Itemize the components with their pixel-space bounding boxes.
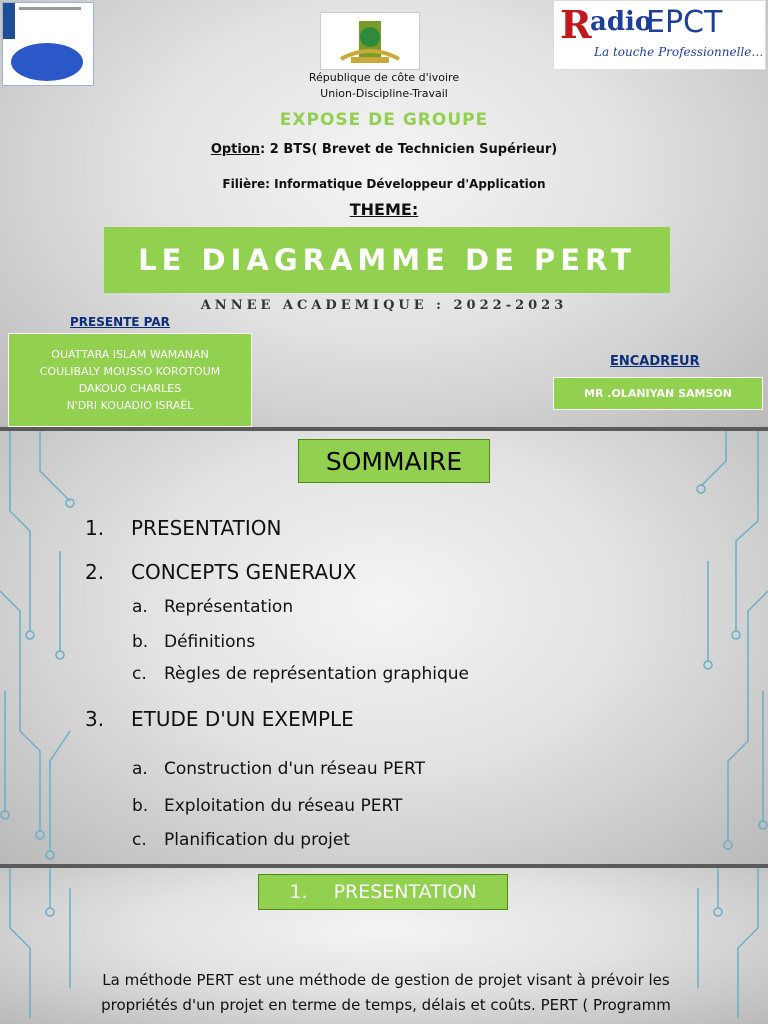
presenter-name: N'DRI KOUADIO ISRAËL (66, 399, 194, 412)
option-line (0, 142, 768, 157)
option-label: Option (210, 142, 261, 157)
option-value: : 2 BTS( Brevet de Technicien Supérieur) (260, 142, 558, 157)
toc-subitem: c. Planification du projet (132, 830, 350, 850)
theme-label: THEME: (349, 200, 419, 219)
presente-par-label: PRESENTE PAR (70, 315, 170, 329)
presenter-name: DAKOUO CHARLES (78, 382, 182, 395)
toc-subitem: b. Définitions (132, 632, 256, 652)
motto-text: Union-Discipline-Travail (320, 87, 448, 100)
main-title: LE DIAGRAMME DE PERT (104, 227, 670, 293)
toc-item: 1. PRESENTATION (85, 516, 282, 540)
presenter-name: COULIBALY MOUSSO KOROTOUM (39, 365, 221, 378)
filiere-line: Filière: Informatique Développeur d'Application (222, 177, 546, 191)
encadreur-label: ENCADREUR (610, 354, 700, 369)
academic-year: ANNEE ACADEMIQUE : 2022-2023 (200, 298, 568, 313)
radio-epct-logo: R adio EPCT La touche Professionnelle… (553, 0, 766, 70)
section-heading: 1. PRESENTATION (258, 874, 508, 910)
toc-subitem: a. Construction d'un réseau PERT (132, 759, 426, 779)
sommaire-title: SOMMAIRE (298, 439, 490, 483)
encadreur-name: MR .OLANIYAN SAMSON (553, 377, 763, 410)
toc-subitem: b. Exploitation du réseau PERT (132, 796, 403, 816)
circuit-decoration-right-icon (676, 431, 768, 864)
intro-paragraph: La méthode PERT est une méthode de gestion de projet visant à prévoir les propriétés d'un projet en terme de temps, délais et coûts. PERT ( Programm (101, 971, 671, 1014)
toc-subitem: a. Représentation (132, 597, 294, 617)
presenter-name: OUATTARA ISLAM WAMANAN (51, 348, 209, 361)
toc-item: 3. ETUDE D'UN EXEMPLE (85, 707, 354, 731)
expose-heading: EXPOSE DE GROUPE (279, 110, 489, 130)
sommaire-slide (0, 431, 768, 864)
toc-item: 2. CONCEPTS GENERAUX (85, 560, 357, 584)
republic-text: République de côte d'ivoire (308, 71, 460, 84)
coat-of-arms-icon (320, 12, 420, 70)
circuit-decoration-left-icon (0, 431, 92, 864)
presenters-box (8, 333, 252, 427)
toc-subitem: c. Règles de représentation graphique (132, 664, 469, 684)
cover-slide (0, 0, 768, 427)
presentation-slide (0, 868, 768, 1024)
